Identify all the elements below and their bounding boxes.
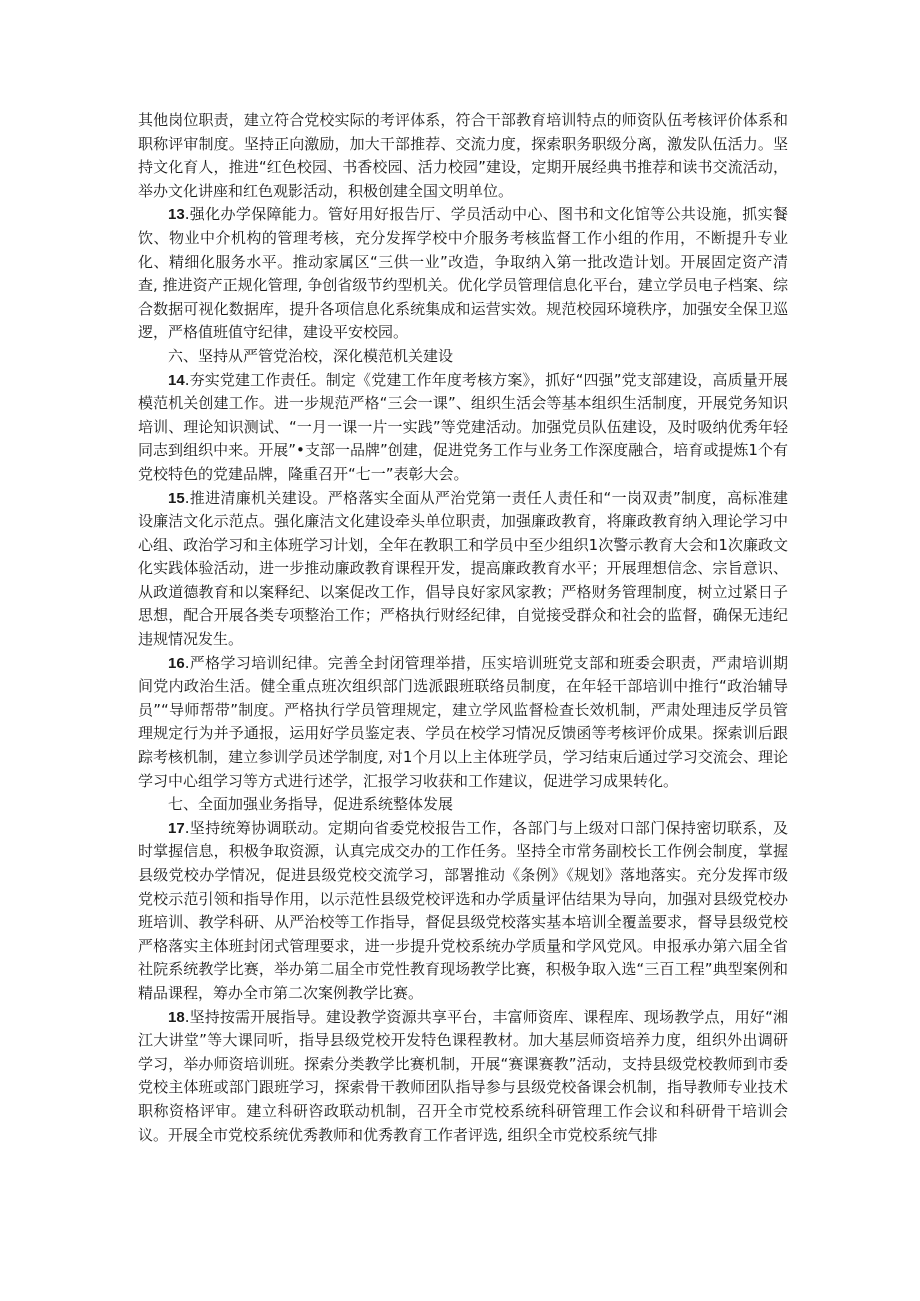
paragraph-continued bbox=[138, 109, 788, 203]
paragraph-text: .坚持按需开展指导。建设教学资源共享平台，丰富师资库、课程库、现场教学点，用好“湘江大讲堂”等大课同听，指导县级党校开发特色课程教材。加大基层师资培养力度，组织外出调研学习，举办师资培训班。探索分类教学比赛机制，开展“赛课赛教”活动，支持县级党校教师到市委党校主体班或部门跟班学习，探索骨干教师团队指导参与县级党校备课会机制，指导教师专业技术职称资格评审。建立科研咨政联动机制，召开全市党校系统科研管理工作会议和科研骨干培训会议。开展全市党校系统优秀教师和优秀教育工作者评选, 组织全市党校系统气排 bbox=[138, 1007, 788, 1144]
paragraph-text: .强化办学保障能力。管好用好报告厅、学员活动中心、图书和文化馆等公共设施，抓实餐饮、物业中介机构的管理考核，充分发挥学校中介服务考核监督工作小组的作用，不断提升专业化、精细化服务水平。推动家属区“三供一业”改造，争取纳入第一批改造计划。开展固定资产清查, 推进资产正规化管理, 争创省级节约型机关。优化学员管理信息化平台，建立学员电子档案、综合数据可视化数据库，提升各项信息化系统集成和运营实效。规范校园环境秩序，加强安全保卫巡逻，严格值班值守纪律，建设平安校园。 bbox=[138, 205, 788, 342]
item-number: 17 bbox=[168, 819, 185, 837]
paragraph-text: 其他岗位职责，建立符合党校实际的考评体系，符合干部教育培训特点的师资队伍考核评价体系和职称评审制度。坚持正向激励，加大干部推荐、交流力度，探索职务职级分离，激发队伍活力。坚持文化育人，推进“红色校园、书香校园、活力校园”建设，定期开展经典书推荐和读书交流活动，举办文化讲座和红色观影活动，积极创建全国文明单位。 bbox=[138, 111, 788, 200]
item-number: 14 bbox=[168, 371, 185, 389]
section-heading-7: 七、全面加强业务指导，促进系统整体发展 bbox=[168, 795, 454, 814]
paragraph-13 bbox=[138, 203, 788, 345]
paragraph-text: .夯实党建工作责任。制定《党建工作年度考核方案》，抓好“四强”党支部建设，高质量开展模范机关创建工作。进一步规范严格“三会一课”、组织生活会等基本组织生活制度，开展党务知识培训、理论知识测试、“一月一课一片一实践”等党建活动。加强党员队伍建设，及时吸纳优秀年轻同志到组织中来。开展”•支部一品牌”创建，促进党务工作与业务工作深度融合，培育或提炼1个有党校特色的党建品牌，隆重召开“七一”表彰大会。 bbox=[138, 370, 788, 483]
document-body bbox=[138, 109, 788, 1147]
paragraph-15 bbox=[138, 487, 788, 652]
paragraph-16 bbox=[138, 652, 788, 794]
item-number: 16 bbox=[168, 654, 185, 672]
section-heading-6: 六、坚持从严管党治校，深化模范机关建设 bbox=[168, 346, 454, 365]
item-number: 13 bbox=[168, 206, 185, 224]
paragraph-text: .坚持统筹协调联动。定期向省委党校报告工作，各部门与上级对口部门保持密切联系，及时掌握信息，积极争取资源，认真完成交办的工作任务。坚持全市常务副校长工作例会制度，掌握县级党校办学情况，促进县级党校交流学习，部署推动《条例》《规划》落地落实。充分发挥市级党校示范引领和指导作用，以示范性县级党校评选和办学质量评估结果为导向，加强对县级党校办班培训、教学科研、从严治校等工作指导，督促县级党校落实基本培训全覆盖要求，督导县级党校严格落实主体班封闭式管理要求，进一步提升党校系统办学质量和学风党风。申报承办第六届全省社院系统教学比赛，举办第二届全市党性教育现场教学比赛，积极争取入选“三百工程”典型案例和精品课程，筹办全市第二次案例教学比赛。 bbox=[138, 818, 788, 1002]
item-number: 18 bbox=[168, 1008, 185, 1026]
item-number: 15 bbox=[168, 489, 185, 507]
paragraph-18 bbox=[138, 1006, 788, 1148]
paragraph-text: .推进清廉机关建设。严格落实全面从严治党第一责任人责任和“一岗双责”制度，高标准建设廉洁文化示范点。强化廉洁文化建设牵头单位职责，加强廉政教育，将廉政教育纳入理论学习中心组、政治学习和主体班学习计划，全年在教职工和学员中至少组织1次警示教育大会和1次廉政文化实践体验活动，进一步推动廉政教育课程开发，提高廉政教育水平；开展理想信念、宗旨意识、从政道德教育和以案释纪、以案促改工作，倡导良好家风家教；严格财务管理制度，树立过紧日子思想，配合开展各类专项整治工作；严格执行财经纪律，自觉接受群众和社会的监督，确保无违纪违规情况发生。 bbox=[138, 488, 788, 649]
paragraph-17 bbox=[138, 817, 788, 1006]
paragraph-text: .严格学习培训纪律。完善全封闭管理举措，压实培训班党支部和班委会职责，严肃培训期间党内政治生活。健全重点班次组织部门选派跟班联络员制度，在年轻干部培训中推行“政治辅导员”“导师帮带”制度。严格执行学员管理规定，建立学风监督检查长效机制，严肃处理违反学员管理规定行为并予通报，运用好学员鉴定表、学员在校学习情况反馈函等考核评价成果。探索训后跟踪考核机制，建立参训学员述学制度, 对1个月以上主体班学员，学习结束后通过学习交流会、理论学习中心组学习等方式进行述学，汇报学习收获和工作建议，促进学习成果转化。 bbox=[138, 653, 788, 790]
paragraph-14 bbox=[138, 369, 788, 487]
